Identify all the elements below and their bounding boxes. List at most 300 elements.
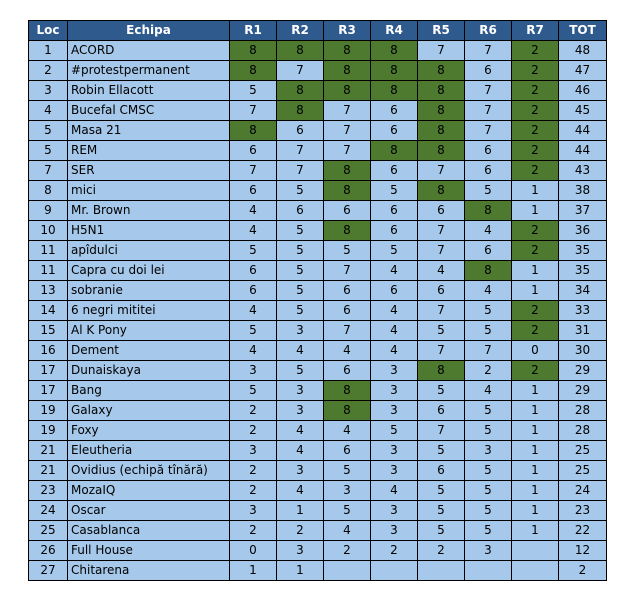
cell-r6: 6: [465, 161, 512, 181]
cell-r1: 8: [230, 121, 277, 141]
cell-r1: 5: [230, 381, 277, 401]
cell-team: H5N1: [68, 221, 230, 241]
cell-r1: 2: [230, 401, 277, 421]
cell-r6: 5: [465, 481, 512, 501]
cell-r3: 6: [324, 441, 371, 461]
cell-tot: 47: [559, 61, 607, 81]
cell-r6: 7: [465, 101, 512, 121]
cell-r1: 8: [230, 41, 277, 61]
cell-r7: 2: [512, 301, 559, 321]
cell-r2: 7: [277, 161, 324, 181]
cell-r2: 6: [277, 121, 324, 141]
table-row: [29, 501, 607, 521]
cell-team: Al K Pony: [68, 321, 230, 341]
cell-team: Dement: [68, 341, 230, 361]
cell-tot: 30: [559, 341, 607, 361]
cell-r5: 8: [418, 361, 465, 381]
cell-r4: 3: [371, 501, 418, 521]
cell-loc: 25: [29, 521, 68, 541]
cell-r7: 2: [512, 61, 559, 81]
cell-r6: 4: [465, 381, 512, 401]
cell-r6: 5: [465, 301, 512, 321]
cell-tot: 44: [559, 141, 607, 161]
cell-r2: 6: [277, 201, 324, 221]
cell-r6: 5: [465, 461, 512, 481]
cell-r5: 5: [418, 481, 465, 501]
cell-r5: 5: [418, 501, 465, 521]
cell-r2: 8: [277, 41, 324, 61]
table-row: [29, 401, 607, 421]
cell-r3: 8: [324, 221, 371, 241]
cell-r1: 2: [230, 481, 277, 501]
cell-r5: 5: [418, 441, 465, 461]
cell-loc: 23: [29, 481, 68, 501]
cell-r5: 8: [418, 61, 465, 81]
cell-r1: 6: [230, 141, 277, 161]
cell-r5: 6: [418, 281, 465, 301]
cell-r6: 5: [465, 401, 512, 421]
cell-r5: 5: [418, 521, 465, 541]
cell-r7: 2: [512, 81, 559, 101]
cell-r1: 4: [230, 201, 277, 221]
cell-r3: [324, 561, 371, 581]
cell-r1: 5: [230, 321, 277, 341]
table-row: [29, 101, 607, 121]
cell-team: Dunaiskaya: [68, 361, 230, 381]
cell-r3: 5: [324, 241, 371, 261]
cell-r7: 2: [512, 241, 559, 261]
cell-r2: 8: [277, 101, 324, 121]
cell-r2: 4: [277, 421, 324, 441]
cell-tot: 34: [559, 281, 607, 301]
table-row: [29, 201, 607, 221]
header-loc: Loc: [29, 21, 68, 41]
cell-r3: 8: [324, 401, 371, 421]
cell-r1: 2: [230, 521, 277, 541]
cell-tot: 43: [559, 161, 607, 181]
cell-loc: 7: [29, 161, 68, 181]
cell-r2: 1: [277, 561, 324, 581]
header-row: [29, 21, 607, 41]
cell-loc: 2: [29, 61, 68, 81]
cell-tot: 12: [559, 541, 607, 561]
cell-r1: 0: [230, 541, 277, 561]
cell-tot: 29: [559, 381, 607, 401]
table-row: [29, 361, 607, 381]
cell-tot: 35: [559, 241, 607, 261]
cell-team: Full House: [68, 541, 230, 561]
cell-r2: 3: [277, 541, 324, 561]
cell-r3: 7: [324, 101, 371, 121]
cell-r3: 7: [324, 261, 371, 281]
cell-r5: 5: [418, 381, 465, 401]
cell-team: mici: [68, 181, 230, 201]
header-r7: R7: [512, 21, 559, 41]
cell-loc: 21: [29, 461, 68, 481]
cell-loc: 19: [29, 421, 68, 441]
cell-r7: 2: [512, 41, 559, 61]
cell-r1: 7: [230, 161, 277, 181]
cell-r2: 5: [277, 241, 324, 261]
cell-r3: 7: [324, 121, 371, 141]
cell-loc: 11: [29, 261, 68, 281]
cell-r1: 3: [230, 361, 277, 381]
cell-r5: 7: [418, 161, 465, 181]
cell-r4: 6: [371, 161, 418, 181]
cell-r4: 6: [371, 201, 418, 221]
cell-r7: 2: [512, 221, 559, 241]
cell-r7: 2: [512, 321, 559, 341]
cell-r2: 3: [277, 321, 324, 341]
cell-tot: 36: [559, 221, 607, 241]
cell-r7: 2: [512, 101, 559, 121]
cell-r5: 6: [418, 201, 465, 221]
cell-r5: 6: [418, 401, 465, 421]
cell-tot: 2: [559, 561, 607, 581]
cell-r6: 5: [465, 521, 512, 541]
cell-r3: 6: [324, 281, 371, 301]
header-r5: R5: [418, 21, 465, 41]
cell-r7: [512, 561, 559, 581]
cell-r7: 2: [512, 121, 559, 141]
cell-r6: 5: [465, 321, 512, 341]
cell-tot: 23: [559, 501, 607, 521]
cell-r2: 3: [277, 461, 324, 481]
cell-team: Foxy: [68, 421, 230, 441]
cell-r2: 2: [277, 521, 324, 541]
cell-loc: 13: [29, 281, 68, 301]
cell-r2: 5: [277, 301, 324, 321]
cell-loc: 5: [29, 141, 68, 161]
cell-loc: 11: [29, 241, 68, 261]
table-row: [29, 321, 607, 341]
cell-r4: 3: [371, 361, 418, 381]
cell-loc: 1: [29, 41, 68, 61]
cell-r3: 6: [324, 201, 371, 221]
cell-team: apîdulci: [68, 241, 230, 261]
cell-r6: 5: [465, 181, 512, 201]
cell-r6: 7: [465, 41, 512, 61]
cell-loc: 10: [29, 221, 68, 241]
table-row: [29, 441, 607, 461]
cell-r1: 3: [230, 501, 277, 521]
cell-r3: 8: [324, 61, 371, 81]
cell-r3: 6: [324, 301, 371, 321]
cell-r1: 7: [230, 101, 277, 121]
cell-r6: 4: [465, 281, 512, 301]
cell-r3: 8: [324, 181, 371, 201]
header-tot: TOT: [559, 21, 607, 41]
cell-loc: 26: [29, 541, 68, 561]
cell-team: Bucefal CMSC: [68, 101, 230, 121]
header-r4: R4: [371, 21, 418, 41]
cell-tot: 33: [559, 301, 607, 321]
cell-r4: 6: [371, 121, 418, 141]
cell-r3: 8: [324, 41, 371, 61]
cell-r6: 6: [465, 241, 512, 261]
cell-r6: 7: [465, 121, 512, 141]
cell-r2: 4: [277, 481, 324, 501]
cell-team: Eleutheria: [68, 441, 230, 461]
cell-team: Bang: [68, 381, 230, 401]
table-row: [29, 241, 607, 261]
cell-team: #protestpermanent: [68, 61, 230, 81]
cell-loc: 8: [29, 181, 68, 201]
table-row: [29, 281, 607, 301]
cell-r3: 7: [324, 141, 371, 161]
cell-r7: 1: [512, 281, 559, 301]
cell-team: sobranie: [68, 281, 230, 301]
cell-r4: 3: [371, 521, 418, 541]
cell-r1: 6: [230, 261, 277, 281]
table-row: [29, 181, 607, 201]
cell-r1: 2: [230, 421, 277, 441]
cell-r1: 5: [230, 81, 277, 101]
cell-r2: 5: [277, 221, 324, 241]
cell-loc: 17: [29, 381, 68, 401]
cell-team: MozaIQ: [68, 481, 230, 501]
cell-r3: 2: [324, 541, 371, 561]
cell-team: Capra cu doi lei: [68, 261, 230, 281]
cell-r6: 8: [465, 201, 512, 221]
cell-r2: 8: [277, 81, 324, 101]
cell-r3: 8: [324, 161, 371, 181]
cell-team: 6 negri mititei: [68, 301, 230, 321]
cell-r7: 1: [512, 381, 559, 401]
cell-r4: 8: [371, 61, 418, 81]
cell-r7: [512, 541, 559, 561]
cell-r6: 2: [465, 361, 512, 381]
cell-r3: 6: [324, 361, 371, 381]
cell-r2: 5: [277, 361, 324, 381]
cell-tot: 48: [559, 41, 607, 61]
table-row: [29, 541, 607, 561]
cell-r4: 4: [371, 301, 418, 321]
cell-r6: 8: [465, 261, 512, 281]
cell-r4: 8: [371, 41, 418, 61]
cell-tot: 22: [559, 521, 607, 541]
cell-r5: 5: [418, 321, 465, 341]
cell-r7: 2: [512, 141, 559, 161]
cell-r2: 5: [277, 281, 324, 301]
cell-r7: 1: [512, 501, 559, 521]
cell-r6: [465, 561, 512, 581]
cell-r4: [371, 561, 418, 581]
cell-r3: 5: [324, 461, 371, 481]
cell-r3: 4: [324, 521, 371, 541]
cell-r6: 7: [465, 81, 512, 101]
cell-r2: 5: [277, 181, 324, 201]
cell-r5: [418, 561, 465, 581]
header-echipa: Echipa: [68, 21, 230, 41]
table-row: [29, 481, 607, 501]
cell-r4: 4: [371, 481, 418, 501]
cell-tot: 28: [559, 421, 607, 441]
cell-loc: 19: [29, 401, 68, 421]
cell-r7: 1: [512, 481, 559, 501]
cell-r2: 3: [277, 381, 324, 401]
table-row: [29, 301, 607, 321]
cell-team: ACORD: [68, 41, 230, 61]
cell-team: Chitarena: [68, 561, 230, 581]
cell-r4: 4: [371, 261, 418, 281]
cell-r4: 2: [371, 541, 418, 561]
cell-r5: 7: [418, 301, 465, 321]
cell-loc: 5: [29, 121, 68, 141]
cell-tot: 31: [559, 321, 607, 341]
cell-r1: 8: [230, 61, 277, 81]
cell-tot: 25: [559, 441, 607, 461]
table-row: [29, 61, 607, 81]
cell-r5: 7: [418, 421, 465, 441]
cell-r1: 2: [230, 461, 277, 481]
cell-tot: 44: [559, 121, 607, 141]
cell-tot: 45: [559, 101, 607, 121]
cell-r2: 3: [277, 401, 324, 421]
cell-r4: 5: [371, 181, 418, 201]
cell-r1: 6: [230, 181, 277, 201]
cell-team: REM: [68, 141, 230, 161]
header-r2: R2: [277, 21, 324, 41]
cell-r5: 2: [418, 541, 465, 561]
cell-r7: 2: [512, 361, 559, 381]
table-row: [29, 461, 607, 481]
table-row: [29, 81, 607, 101]
cell-r7: 1: [512, 201, 559, 221]
cell-r4: 8: [371, 141, 418, 161]
cell-r3: 7: [324, 321, 371, 341]
cell-tot: 28: [559, 401, 607, 421]
cell-loc: 14: [29, 301, 68, 321]
cell-r1: 3: [230, 441, 277, 461]
cell-tot: 46: [559, 81, 607, 101]
cell-r3: 8: [324, 81, 371, 101]
cell-loc: 21: [29, 441, 68, 461]
cell-r5: 7: [418, 41, 465, 61]
cell-r4: 6: [371, 221, 418, 241]
cell-r5: 4: [418, 261, 465, 281]
table-row: [29, 141, 607, 161]
cell-tot: 38: [559, 181, 607, 201]
cell-loc: 24: [29, 501, 68, 521]
cell-team: Galaxy: [68, 401, 230, 421]
cell-r7: 1: [512, 461, 559, 481]
cell-r2: 7: [277, 141, 324, 161]
table-row: [29, 121, 607, 141]
cell-r1: 5: [230, 241, 277, 261]
cell-r2: 4: [277, 341, 324, 361]
table-row: [29, 341, 607, 361]
cell-tot: 37: [559, 201, 607, 221]
cell-r1: 4: [230, 221, 277, 241]
cell-r5: 8: [418, 121, 465, 141]
cell-r4: 3: [371, 381, 418, 401]
table-row: [29, 561, 607, 581]
cell-tot: 29: [559, 361, 607, 381]
cell-tot: 35: [559, 261, 607, 281]
cell-r5: 8: [418, 141, 465, 161]
header-r6: R6: [465, 21, 512, 41]
cell-r5: 7: [418, 241, 465, 261]
cell-r7: 2: [512, 161, 559, 181]
cell-loc: 15: [29, 321, 68, 341]
table-row: [29, 521, 607, 541]
table-row: [29, 381, 607, 401]
table-row: [29, 221, 607, 241]
cell-r6: 3: [465, 441, 512, 461]
header-r1: R1: [230, 21, 277, 41]
cell-r6: 3: [465, 541, 512, 561]
cell-r1: 1: [230, 561, 277, 581]
cell-team: Robin Ellacott: [68, 81, 230, 101]
table-row: [29, 41, 607, 61]
cell-team: Casablanca: [68, 521, 230, 541]
cell-r4: 8: [371, 81, 418, 101]
cell-r4: 3: [371, 461, 418, 481]
cell-r3: 4: [324, 341, 371, 361]
header-r3: R3: [324, 21, 371, 41]
cell-r1: 6: [230, 281, 277, 301]
cell-team: Ovidius (echipă tînără): [68, 461, 230, 481]
cell-loc: 17: [29, 361, 68, 381]
cell-r6: 7: [465, 341, 512, 361]
standings-table: [28, 20, 607, 581]
cell-r6: 5: [465, 421, 512, 441]
cell-r5: 8: [418, 81, 465, 101]
cell-r4: 4: [371, 341, 418, 361]
cell-loc: 27: [29, 561, 68, 581]
cell-r5: 8: [418, 101, 465, 121]
cell-r3: 3: [324, 481, 371, 501]
cell-r3: 4: [324, 421, 371, 441]
cell-r4: 6: [371, 101, 418, 121]
cell-r2: 1: [277, 501, 324, 521]
cell-team: Masa 21: [68, 121, 230, 141]
cell-r5: 7: [418, 341, 465, 361]
cell-team: Mr. Brown: [68, 201, 230, 221]
cell-r7: 1: [512, 521, 559, 541]
cell-loc: 3: [29, 81, 68, 101]
cell-r2: 7: [277, 61, 324, 81]
cell-r7: 1: [512, 261, 559, 281]
cell-r3: 8: [324, 381, 371, 401]
cell-r4: 5: [371, 241, 418, 261]
cell-loc: 16: [29, 341, 68, 361]
cell-r4: 4: [371, 321, 418, 341]
cell-r7: 1: [512, 401, 559, 421]
cell-r7: 0: [512, 341, 559, 361]
cell-r4: 6: [371, 281, 418, 301]
cell-r1: 4: [230, 301, 277, 321]
cell-r3: 5: [324, 501, 371, 521]
cell-loc: 9: [29, 201, 68, 221]
cell-r4: 5: [371, 421, 418, 441]
cell-tot: 24: [559, 481, 607, 501]
cell-r1: 4: [230, 341, 277, 361]
cell-team: Oscar: [68, 501, 230, 521]
cell-team: SER: [68, 161, 230, 181]
cell-r7: 1: [512, 181, 559, 201]
cell-r7: 1: [512, 421, 559, 441]
cell-r2: 5: [277, 261, 324, 281]
cell-r7: 1: [512, 441, 559, 461]
cell-r4: 3: [371, 441, 418, 461]
cell-r6: 5: [465, 501, 512, 521]
table-row: [29, 261, 607, 281]
cell-r5: 7: [418, 221, 465, 241]
cell-tot: 25: [559, 461, 607, 481]
table-row: [29, 421, 607, 441]
